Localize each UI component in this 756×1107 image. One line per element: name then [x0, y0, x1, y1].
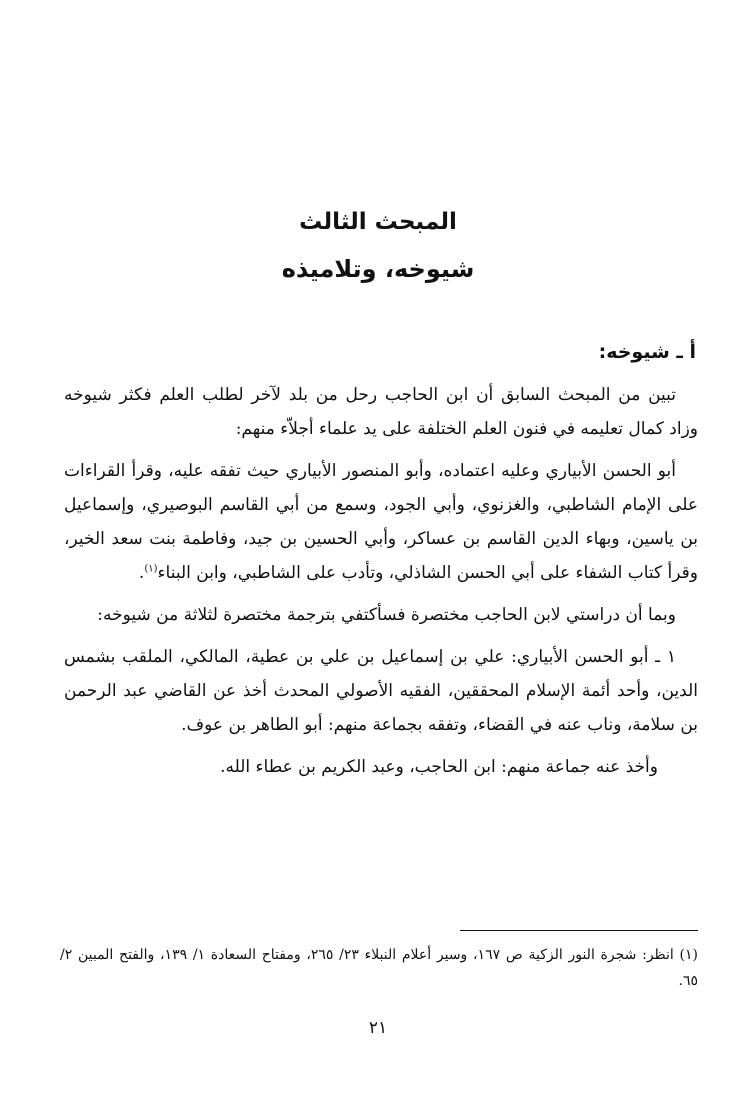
- paragraph-students: وأخذ عنه جماعة منهم: ابن الحاجب، وعبد الكريم بن عطاء الله.: [220, 757, 658, 777]
- chapter-title: المبحث الثالث: [299, 209, 457, 235]
- body-text: [64, 378, 698, 792]
- footnote-item: (١) انظر: شجرة النور الزكية ص ١٦٧، وسير أعلام النبلاء ٢٣/ ٢٦٥، ومفتاح السعادة ١/ ١٣٩، والفتح المبين ٢/ ٦٥.: [60, 947, 698, 989]
- footnotes: [60, 942, 698, 994]
- paragraph-scope: وبما أن دراستي لابن الحاجب مختصرة فسأكتفي بترجمة مختصرة لثلاثة من شيوخه:: [97, 605, 676, 625]
- paragraph-teacher-abyari: ١ ـ أبو الحسن الأبياري: علي بن إسماعيل بن علي بن عطية، المالكي، الملقب بشمس الدين، وأحد أئمة الإسلام المحققين، الفقيه الأصولي المحدث أخذ عن القاضي عبد الرحمن بن سلامة، وناب عنه في القضاء، وتفقه بجماعة منهم: أبو الطاهر بن عوف.: [64, 647, 698, 735]
- paragraph-teachers-list: [64, 454, 698, 590]
- footnote-reference: (١): [144, 563, 158, 575]
- paragraph-intro: تبين من المبحث السابق أن ابن الحاجب رحل من بلد لآخر لطلب العلم فكثر شيوخه وزاد كمال تعليمه في فنون العلم الختلفة على يد علماء أجلاّء منهم:: [64, 385, 698, 439]
- section-heading: أ ـ شيوخه:: [598, 341, 696, 363]
- chapter-subtitle: شيوخه، وتلاميذه: [281, 255, 475, 283]
- footnote-divider: [460, 930, 698, 931]
- paragraph-teachers-text: أبو الحسن الأبياري وعليه اعتماده، وأبو المنصور الأبياري حيث تفقه عليه، وقرأ القراءات على الإمام الشاطبي، والغزنوي، وأبي الجود، وسمع من أبي القاسم البوصيري، وإسماعيل بن ياسين، وبهاء الدين القاسم بن عساكر، وأبي الحسين بن جيد، وفاطمة بنت سعد الخير، وقرأ كتاب الشفاء على أبي الحسن الشاذلي، وتأدب على الشاطبي، وابن البناء: [64, 461, 698, 583]
- paragraph-teachers-end: .: [138, 563, 145, 583]
- page-number: ٢١: [368, 1018, 388, 1038]
